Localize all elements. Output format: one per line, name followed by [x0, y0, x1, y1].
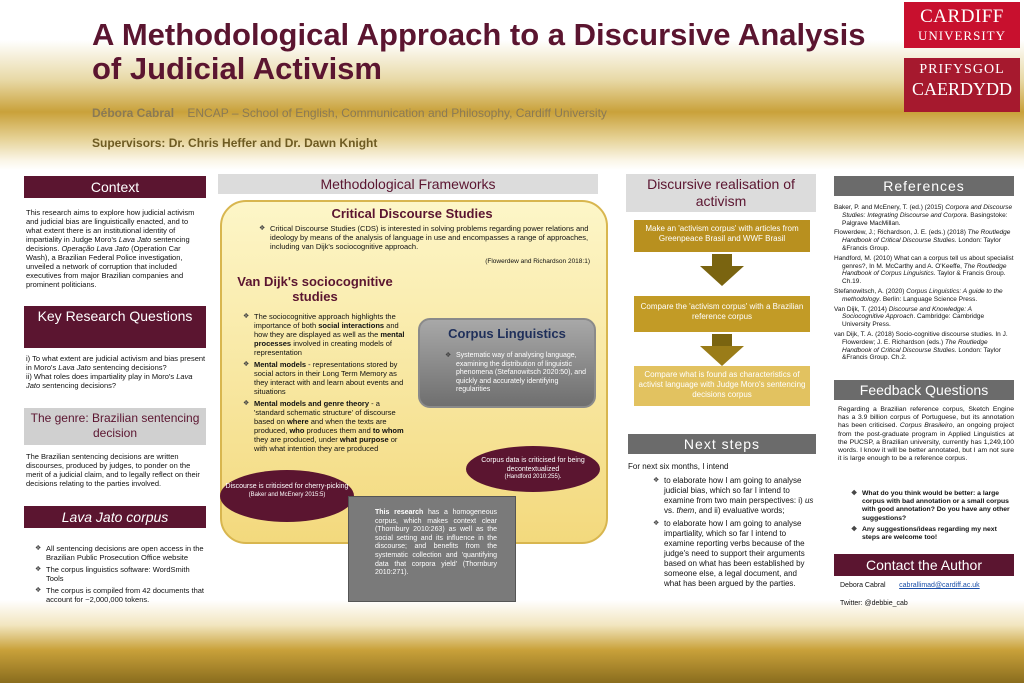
csd-text: ❖ Critical Discourse Studies (CDS) is interested in solving problems regarding power relations and ideology by means of the analysis of language in use and encompasses a range of approaches, including van Dijk's sociocognitive approach.	[258, 224, 590, 254]
feedback-question-2: ❖ Any suggestions/ideas regarding my next steps are welcome too!	[862, 526, 1014, 542]
contact-heading: Contact the Author	[834, 554, 1014, 576]
vd-list	[242, 312, 408, 456]
ellipse-discourse-criticism: Discourse is criticised for cherry-picking (Baker and McEnery 2015:5)	[220, 470, 354, 522]
context-heading: Context	[24, 176, 206, 198]
lava-jato-item: ❖ The corpus is compiled from 42 documents that account for ~2,000,000 tokens.	[46, 586, 206, 604]
lava-jato-list	[34, 544, 206, 607]
key-questions-heading: Key Research Questions	[24, 306, 206, 348]
supervisors: Supervisors: Dr. Chris Heffer and Dr. Dawn Knight	[92, 136, 378, 150]
flow-step-3: Compare what is found as characteristics of activist language with Judge Moro's sentencing decisions corpus	[634, 366, 810, 406]
cl-text: ❖ Systematic way of analysing language, examining the distribution of linguistic phenomena (Stefanowitsch 2020:50), and quickly and accurately identifying regularities	[444, 352, 586, 398]
feedback-questions	[850, 490, 1014, 545]
feedback-heading: Feedback Questions	[834, 380, 1014, 400]
next-steps-list	[652, 476, 816, 592]
csd-title: Critical Discourse Studies	[331, 206, 493, 221]
author-line	[92, 106, 607, 120]
logo-line-3: PRIFYSGOL	[919, 62, 1005, 77]
logo-line-4: CAERDYDD	[911, 79, 1012, 99]
question-2: ii) What roles does impartiality play in Moro's Lava Jato sentencing decisions?	[26, 372, 193, 390]
vd-item-3: ❖ Mental models and genre theory - a 'standard schematic structure' of discourse based on where and when the texts are produced, who produces them and to whom they are produced, under what purpose or with what intention they are produced	[254, 399, 408, 453]
vd-title: Van Dijk's sociocognitive studies	[237, 274, 393, 304]
genre-heading: The genre: Brazilian sentencing decision	[24, 408, 206, 445]
author-affiliation: ENCAP – School of English, Communication and Philosophy, Cardiff University	[187, 106, 607, 120]
contact-name: Debora Cabral	[840, 582, 886, 589]
next-steps-intro: For next six months, I intend	[628, 462, 729, 471]
cardiff-logo	[904, 2, 1020, 48]
reference-item: Handford, M. (2010) What can a corpus tell us about specialist genres?, In M. McCarthy and A. O'Keeffe, The Routledge Handbook of Corpus Linguistics. Taylor & Francis Group. Ch.19.	[834, 254, 1014, 286]
reference-item: Stefanowitsch, A. (2020) Corpus Linguistics: A guide to the methodology. Berlin: Language Science Press.	[834, 287, 1003, 303]
flow-arrow-2	[700, 346, 744, 366]
next-steps-heading: Next steps	[628, 434, 816, 454]
contact-email-link[interactable]: cabrallimad@cardiff.ac.uk	[899, 582, 980, 589]
flow-arrow-2-stem	[712, 334, 732, 346]
question-1: i) To what extent are judicial activism and bias present in Moro's Lava Jato sentencing decisions?	[26, 354, 206, 372]
genre-text: The Brazilian sentencing decisions are written discourses, produced by judges, to ponder on the merit of a judicial claim, and to legally reflect on their decisions relating to the parties involved.	[26, 452, 200, 488]
vd-item-1: ❖ The sociocognitive approach highlights the importance of both social interactions and how they are displayed as well as the mental processes involved in creating models of representation	[254, 312, 408, 357]
this-research-box	[348, 496, 516, 602]
ellipse-corpus-criticism: Corpus data is criticised for being decontextualized (Handford 2010:255).	[466, 446, 600, 492]
prifysgol-logo	[904, 58, 1020, 112]
feedback-text: Regarding a Brazilian reference corpus, Sketch Engine has a 3.9 billion corpus of Portuguese, but its annotation has been criticised. Corpus Brasileiro, an ongoing project from the post-graduate program in Applied Linguistics at the PUCSP, a Brazilian university, currently has 1,249,100 words. I know it will be better annotated, but I am not sure it is large enough to be a reference corpus.	[838, 406, 1014, 463]
discursive-heading: Discursive realisation of activism	[626, 174, 816, 212]
logo-line-1: CARDIFF	[920, 6, 1004, 27]
flow-arrow-1	[700, 266, 744, 286]
vd-item-2: ❖ Mental models - representations stored by social actors in their Long Term Memory as they interact with and learn about events and situations	[254, 360, 408, 396]
contact-line	[840, 582, 1016, 589]
key-questions-list	[26, 354, 206, 390]
references-list	[834, 204, 1014, 362]
csd-citation: (Flowerdew and Richardson 2018:1)	[485, 258, 590, 265]
lava-jato-item: ❖ The corpus linguistics software: WordSmith Tools	[46, 565, 206, 583]
lava-jato-heading: Lava Jato corpus	[24, 506, 206, 528]
references-heading: References	[834, 176, 1014, 196]
lava-jato-item: ❖ All sentencing decisions are open access in the Brazilian Public Prosecution Office website	[46, 544, 206, 562]
flow-arrow-1-stem	[712, 254, 732, 266]
reference-item: Flowerdew, J.; Richardson, J. E. (eds.) (2018) The Routledge Handbook of Critical Discourse Studies. London: Taylor &Francis Group.	[834, 229, 1011, 252]
poster-title: A Methodological Approach to a Discursive Analysis of Judicial Activism	[92, 17, 866, 86]
logo-line-2: UNIVERSITY	[918, 28, 1006, 43]
next-step-2: ❖ to elaborate how I am going to analyse impartiality, which so far I intend to examine reporting verbs because of the judge's need to support their arguments based on what has been established by someone else, a legal document, and what has been argued by the parties.	[664, 519, 816, 589]
context-text: This research aims to explore how judicial activism and judicial bias are linguistically enacted, and to what extent there is an institutional identity of impartiality in Judge Moro's Lava Jato sentencing decisions. Operação Lava Jato (Operation Car Wash), a Brazilian Federal Police investigation, unveiled a network of corruption that included executives from major Brazilian companies and prominent politicians.	[26, 208, 195, 289]
methodological-heading: Methodological Frameworks	[218, 174, 598, 194]
next-step-1: ❖ to elaborate how I am going to analyse judicial bias, which so far I intend to examine from two main perspectives: i) us vs. them, and ii) evaluative words;	[664, 476, 816, 516]
cl-title: Corpus Linguistics	[448, 326, 566, 341]
reference-item: Van Dijk, T. (2014) Discourse and Knowledge: A Sociocognitive Approach. Cambridge: Cambridge University Press.	[834, 305, 985, 329]
flow-step-2: Compare the 'activism corpus' with a Brazilian reference corpus	[634, 296, 810, 332]
flow-step-1: Make an 'activism corpus' with articles from Greenpeace Brasil and WWF Brasil	[634, 220, 810, 252]
author-name: Débora Cabral	[92, 106, 175, 120]
contact-twitter: Twitter: @debbie_cab	[840, 600, 908, 607]
this-research-text: This research has a homogeneous corpus, which makes context clear (Thornbury 2010:263) as well as the social setting and its influence in the discourse; and benefits from the systematic collection and 'quantifying data that corpora yield' (Thornbury 2010:271).	[375, 509, 497, 577]
reference-item: van Dijk, T. A. (2018) Socio-cognitive discourse studies. In J. Flowerdew; J. E. Richardson (eds.) The Routledge Handbook of Critical Discourse Studies. London: Taylor &Francis Group. Ch.2.	[834, 330, 1008, 362]
feedback-question-1: ❖ What do you think would be better: a large corpus with bad annotation or a small corpus with good annotation? Do you have any other suggestions?	[862, 490, 1014, 523]
reference-item: Baker, P. and McEnery, T. (ed.) (2015) Corpora and Discourse Studies: Integrating Discourse and Corpora. Basingstoke: Palgrave MacMillan.	[834, 204, 1013, 227]
